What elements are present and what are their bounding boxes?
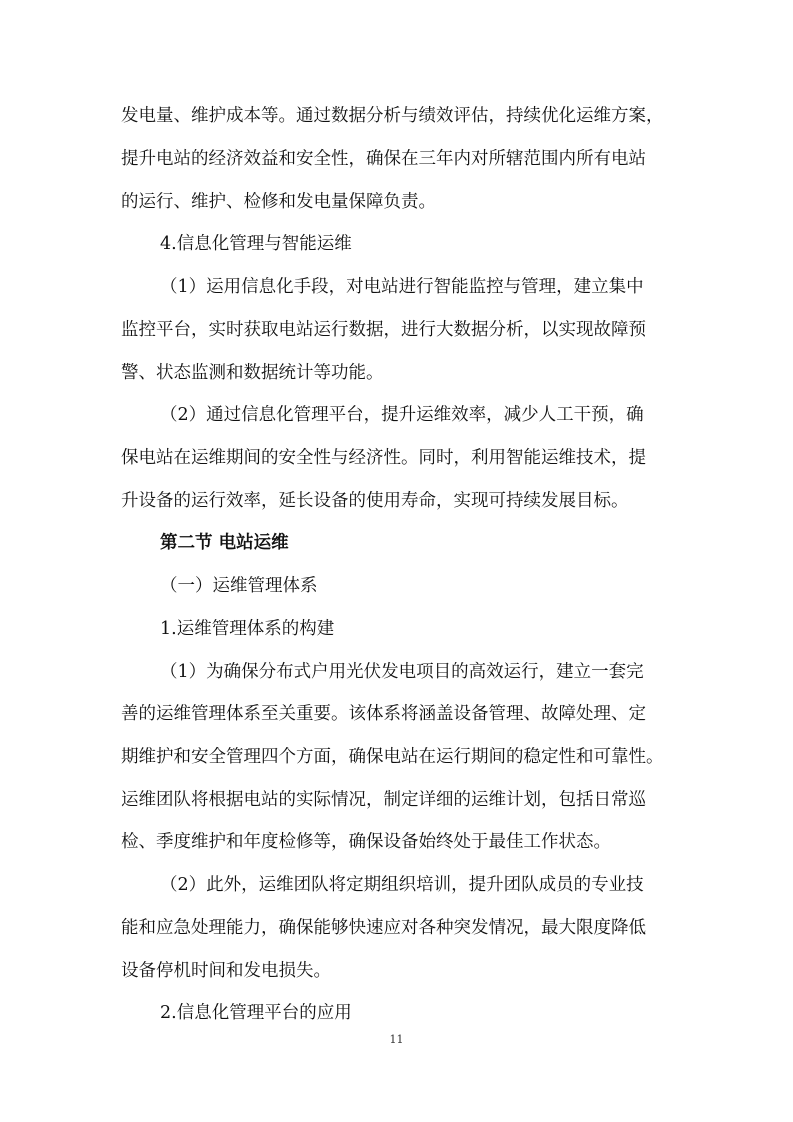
chapter-heading: 第二节 电站运维 [160, 533, 289, 553]
text-line: （1）运用信息化手段，对电站进行智能监控与管理，建立集中 [160, 277, 644, 297]
section-heading: （一）运维管理体系 [160, 576, 318, 596]
section-heading: 4.信息化管理与智能运维 [160, 234, 352, 254]
text-line: 检、季度维护和年度检修等，确保设备始终处于最佳工作状态。 [121, 832, 611, 852]
text-line: 能和应急处理能力，确保能够快速应对各种突发情况，最大限度降低 [121, 918, 646, 938]
text-line: 保电站在运维期间的安全性与经济性。同时，利用智能运维技术，提 [121, 448, 646, 468]
text-line: 善的运维管理体系至关重要。该体系将涵盖设备管理、故障处理、定 [121, 704, 646, 724]
page-number: 11 [389, 1033, 404, 1046]
text-line: 运维团队将根据电站的实际情况，制定详细的运维计划，包括日常巡 [121, 790, 646, 810]
section-heading: 2.信息化管理平台的应用 [160, 1003, 352, 1023]
text-line: 发电量、维护成本等。通过数据分析与绩效评估，持续优化运维方案， [121, 106, 664, 126]
section-heading: 1.运维管理体系的构建 [160, 619, 335, 639]
text-line: （1）为确保分布式户用光伏发电项目的高效运行，建立一套完 [160, 662, 644, 682]
text-line: （2）通过信息化管理平台，提升运维效率，减少人工干预，确 [160, 405, 644, 425]
text-line: （2）此外，运维团队将定期组织培训，提升团队成员的专业技 [160, 875, 644, 895]
text-line: 监控平台，实时获取电站运行数据，进行大数据分析，以实现故障预 [121, 320, 646, 340]
text-line: 期维护和安全管理四个方面，确保电站在运行期间的稳定性和可靠性。 [121, 747, 664, 767]
text-line: 警、状态监测和数据统计等功能。 [121, 363, 384, 383]
text-line: 升设备的运行效率，延长设备的使用寿命，实现可持续发展目标。 [121, 491, 629, 511]
text-line: 的运行、维护、检修和发电量保障负责。 [121, 192, 436, 212]
text-line: 提升电站的经济效益和安全性，确保在三年内对所辖范围内所有电站 [121, 149, 646, 169]
text-line: 设备停机时间和发电损失。 [121, 961, 331, 981]
